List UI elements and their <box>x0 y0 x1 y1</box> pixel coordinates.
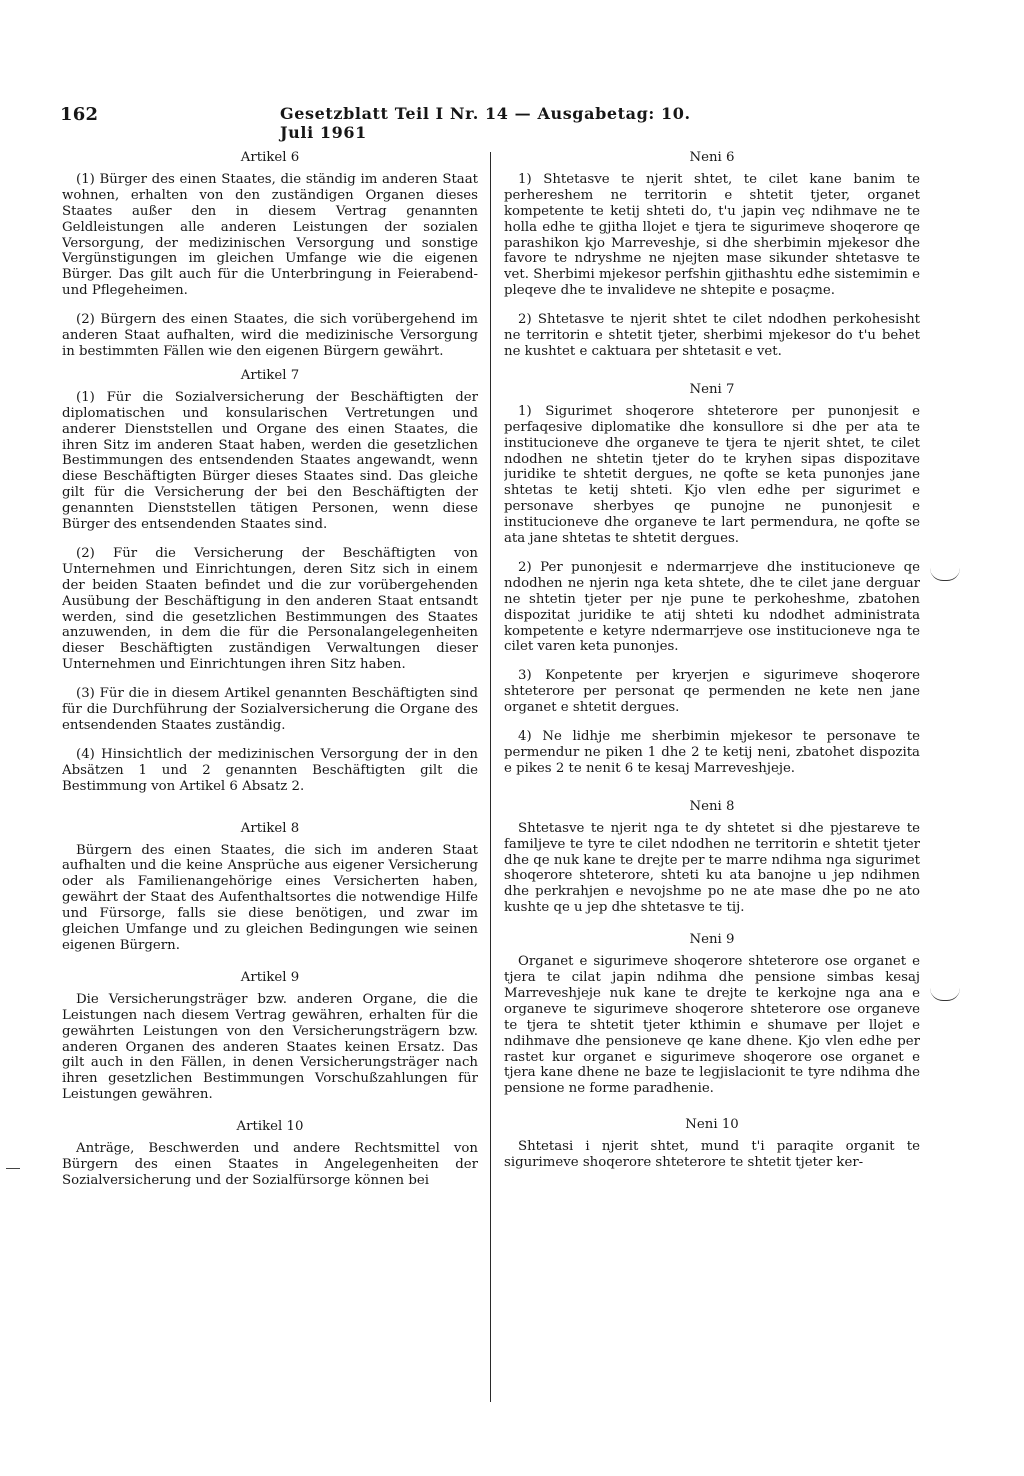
margin-tick <box>6 1168 20 1169</box>
section-heading: Artikel 6 <box>240 150 300 165</box>
artikel-9 <box>62 970 478 1103</box>
section-heading: Neni 8 <box>689 798 735 814</box>
paragraph: 2) Shtetasve te njerit shtet te cilet ndodhen perkohesisht ne territorin e shtetit tjeter, sherbimi mjekesor do t'u behet ne kushtet e caktuara per shtetasit e vet. <box>504 312 920 359</box>
section-heading: Neni 6 <box>689 150 735 165</box>
margin-mark <box>930 568 960 581</box>
paragraph: Bürgern des einen Staates, die sich im anderen Staat aufhalten und die keine Ansprüche aus eigener Versicherung oder als Familienangehörige eines Versicherten haben, gewährt der Staat des Aufenthaltsortes die notwendige Hilfe und Fürsorge, falls sie diese benötigen, und zwar im gleichen Umfange und zu gleichen Bedingungen wie seinen eigenen Bürgern. <box>62 842 478 953</box>
german-column <box>62 150 478 1420</box>
neni-7 <box>504 382 920 777</box>
section-heading: Artikel 9 <box>240 969 300 985</box>
paragraph: (2) Bürgern des einen Staates, die sich vorübergehend im anderen Staat aufhalten, wird die medizinische Versorgung in bestimmten Fällen wie den eigenen Bürgern gewährt. <box>62 312 478 359</box>
artikel-7 <box>62 368 478 795</box>
paragraph: (1) Für die Sozialversicherung der Beschäftigten der diplomatischen und konsularischen Vertretungen und anderer Dienststellen und Organe des einen Staates, die ihren Sitz im anderen Staat haben, werden die gesetzlichen Bestimmungen des entsendenden Staates angewandt, wenn diese Beschäftigten Bürger dieses Staates sind. Das gleiche gilt für die Versicherung der bei den Beschäftigten der genannten Dienststellen tätigen Personen, wenn diese Bürger des entsendenden Staates sind. <box>62 389 478 533</box>
artikel-10 <box>62 1119 478 1189</box>
section-heading: Neni 7 <box>689 381 735 397</box>
margin-mark <box>930 988 960 1001</box>
paragraph: Anträge, Beschwerden und andere Rechtsmittel von Bürgern des einen Staates in Angelegenheiten der Sozialversicherung und der Sozialfürsorge können bei <box>62 1141 478 1188</box>
neni-9 <box>504 932 920 1097</box>
section-heading: Neni 10 <box>685 1117 739 1133</box>
artikel-8 <box>62 821 478 954</box>
page-number: 162 <box>60 104 99 125</box>
albanian-column <box>504 150 920 1420</box>
paragraph: 2) Per punonjesit e ndermarrjeve dhe institucioneve qe ndodhen ne njerin nga keta shtete, dhe te cilet jane derguar ne shtetin tjeter per nje pune te perkoheshme, zbatohen dispozitat juridike te atij shteti ku ndodhet administrata kompetente e ketyre ndermarrjeve ose institucioneve nga te cilet varen keta punonjes. <box>504 559 920 655</box>
paragraph: (4) Hinsichtlich der medizinischen Versorgung der in den Absätzen 1 und 2 genannten Beschäftigten gilt die Bestimmung von Artikel 6 Absatz 2. <box>62 746 478 794</box>
section-heading: Artikel 8 <box>240 820 300 836</box>
paragraph: (2) Für die Versicherung der Beschäftigten von Unternehmen und Einrichtungen, deren Sitz sich in einem der beiden Staaten befindet und die zur vorübergehenden Ausübung der Beschäftigung in den anderen Staat entsandt werden, sind die gesetzlichen Bestimmungen des Staates anzuwenden, in dem die für die Personalangelegenheiten dieser Beschäftigten zuständigen Verwaltungen dieser Unternehmen und Einrichtungen ihren Sitz haben. <box>62 545 478 673</box>
section-heading: Artikel 7 <box>240 367 300 383</box>
paragraph: (3) Für die in diesem Artikel genannten Beschäftigten sind für die Durchführung der Sozialversicherung die Organe des entsendenden Staates zuständig. <box>62 686 478 733</box>
paragraph: 1) Sigurimet shoqerore shteterore per punonjesit e perfaqesive diplomatike dhe konsullore si dhe per ata te institucioneve dhe organeve te tjera te njerit shtet, te cilet ndodhen ne shtetin tjeter do te kryhen sipas dispozitave juridike te shtetit dergues, ne qofte se keta punonjes jane shtetas te ketij shteti. Kjo vlen edhe per sigurimet e personave sherbyes qe punojne ne punonjesit e institucioneve dhe organeve te lart permendura, ne qofte se ata jane shtetas te shtetit dergues. <box>504 403 920 547</box>
column-divider <box>490 152 491 1402</box>
paragraph: Organet e sigurimeve shoqerore shteterore ose organet e tjera te cilat japin ndihma dhe pensione simbas kesaj Marreveshjeje nuk kane te drejte te kerkojne nga ana e organeve te sigurimeve shoqerore shteterore ose organeve te tjera te shtetit tjeter kthimin e shumave per llojet e ndihmave dhe pensioneve qe kane dhene. Kjo vlen edhe per rastet kur organet e sigurimeve shoqerore ose organet e tjera kane dhene ne baze te legjislacionit te tyre ndihma dhe pensione ne forme paradhenie. <box>504 954 920 1097</box>
paragraph: 3) Konpetente per kryerjen e sigurimeve shoqerore shteterore per personat qe permenden ne kete nen jane organet e shtetit dergues. <box>504 668 920 716</box>
paragraph: Die Versicherungsträger bzw. anderen Organe, die die Leistungen nach diesem Vertrag gewähren, erhalten für die gewährten Leistungen von den Versicherungsträgern bzw. anderen Organen des anderen Staates keinen Ersatz. Das gilt auch in den Fällen, in denen Versicherungsträger nach ihren gesetzlichen Bestimmungen Vorschußzahlungen für Leistungen gewähren. <box>62 991 478 1103</box>
paragraph: 1) Shtetasve te njerit shtet, te cilet kane banim te perhereshem ne territorin e shtetit tjeter, organet kompetente te ketij shteti do, t'u japin veç ndihmave ne te holla edhe te gjitha llojet e tjera te sigurimeve shoqerore qe parashikon kjo Marreveshje, si dhe sherbimin mjekesor dhe favore te ndryshme ne njejten mase sikunder shtetasve te vet. Sherbimi mjekesor perfshin gjithashtu edhe sistemimin e pleqeve dhe te invalideve ne shtepite e posaçme. <box>504 171 920 299</box>
paragraph: Shtetasve te njerit nga te dy shtetet si dhe pjestareve te familjeve te tyre te cilet ndodhen ne territorin e shtetit tjeter dhe qe nuk kane te drejte per te marre ndihma nga sigurimet shoqerore shteterore, shteti ku ata banojne u jep ndihmen dhe perkrahjen e nevojshme po ne ate mase dhe po ne ato kushte qe u jep dhe shtetasve te tij. <box>504 820 920 916</box>
section-heading: Neni 9 <box>689 932 735 948</box>
section-heading: Artikel 10 <box>236 1119 304 1135</box>
neni-6 <box>504 150 920 360</box>
paragraph: Shtetasi i njerit shtet, mund t'i paraqite organit te sigurimeve shoqerore shteterore te shtetit tjeter ker- <box>504 1139 920 1171</box>
paragraph: (1) Bürger des einen Staates, die ständig im anderen Staat wohnen, erhalten von den zuständigen Organen dieses Staates außer den in diesem Vertrag genannten Geldleistungen alle anderen Leistungen der sozialen Versorgung, der medizinischen Versorgung und sonstige Vergünstigungen im gleichen Umfange wie die eigenen Bürger. Das gilt auch für die Unterbringung in Feierabend- und Pflegeheimen. <box>62 171 478 299</box>
page-header <box>60 104 720 142</box>
neni-10 <box>504 1117 920 1171</box>
artikel-6 <box>62 150 478 360</box>
neni-8 <box>504 799 920 916</box>
gazette-title: Gesetzblatt Teil I Nr. 14 — Ausgabetag: 10. Juli 1961 <box>280 104 691 142</box>
paragraph: 4) Ne lidhje me sherbimin mjekesor te personave te permendur ne piken 1 dhe 2 te ketij neni, zbatohet dispozita e pikes 2 te nenit 6 te kesaj Marreveshjeje. <box>504 729 920 776</box>
